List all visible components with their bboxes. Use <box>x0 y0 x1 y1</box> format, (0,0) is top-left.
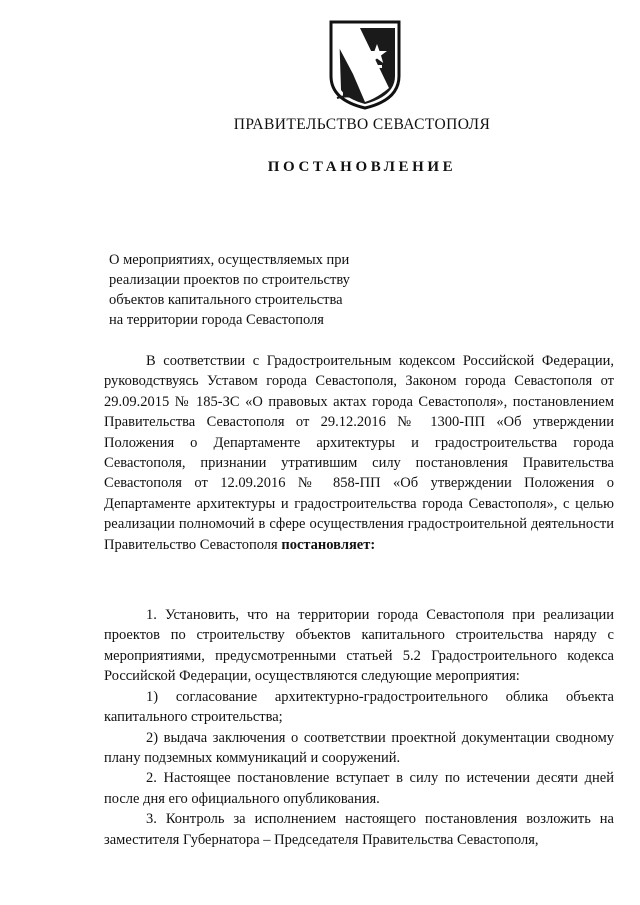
preamble-text: В соответствии с Градостроительным кодексом Российской Федерации, руководствуясь Уставом города Севастополя, Законом города Севастополя от 29.09.2015 № 185-ЗС «О правовых актах города Севастополя», постановлением Правительства Севастополя от 29.12.2016 № 1300-ПП «Об утверждении Положения о Департаменте архитектуры и градостроительства города Севастополя, признании утратившим силу постановления Правительства Севастополя от 12.09.2016 № 858-ПП «Об утверждении Положения о Департаменте архитектуры и градостроительства города Севастополя», с целью реализации полномочий в сфере осуществления градостроительной деятельности Правительство Севастополя <box>104 353 614 553</box>
clause-1-1: 1) согласование архитектурно-градостроительного облика объекта капитального строительства; <box>104 688 614 726</box>
clause-1-2: 2) выдача заключения о соответствии проектной документации сводному плану подземных коммуникаций и сооружений. <box>104 729 614 766</box>
clause-2: 2. Настоящее постановление вступает в силу по истечении десяти дней после дня его официального опубликования. <box>104 770 614 807</box>
document-body <box>104 351 614 850</box>
government-title: ПРАВИТЕЛЬСТВО СЕВАСТОПОЛЯ <box>233 116 491 133</box>
subject-line: реализации проектов по строительству <box>109 272 350 288</box>
document-subject <box>109 250 409 330</box>
subject-line: объектов капитального строительства <box>109 292 343 308</box>
sevastopol-coat-of-arms-icon <box>325 18 405 112</box>
clause-3: 3. Контроль за исполнением настоящего постановления возложить на заместителя Губернатора – Председателя Правительства Севастополя, <box>104 811 614 848</box>
preamble-paragraph <box>104 351 614 555</box>
decree-word: постановляет: <box>281 536 376 553</box>
subject-line: на территории города Севастополя <box>109 312 324 328</box>
subject-line: О мероприятиях, осуществляемых при <box>109 252 350 268</box>
clause-1: 1. Установить, что на территории города Севастополя при реализации проектов по строительству объектов капитального строительства наряду с мероприятиями, предусмотренными статьей 5.2 Градостроительного кодекса Российской Федерации, осуществляются следующие мероприятия: <box>104 607 614 685</box>
document-type-heading: ПОСТАНОВЛЕНИЕ <box>267 159 457 175</box>
